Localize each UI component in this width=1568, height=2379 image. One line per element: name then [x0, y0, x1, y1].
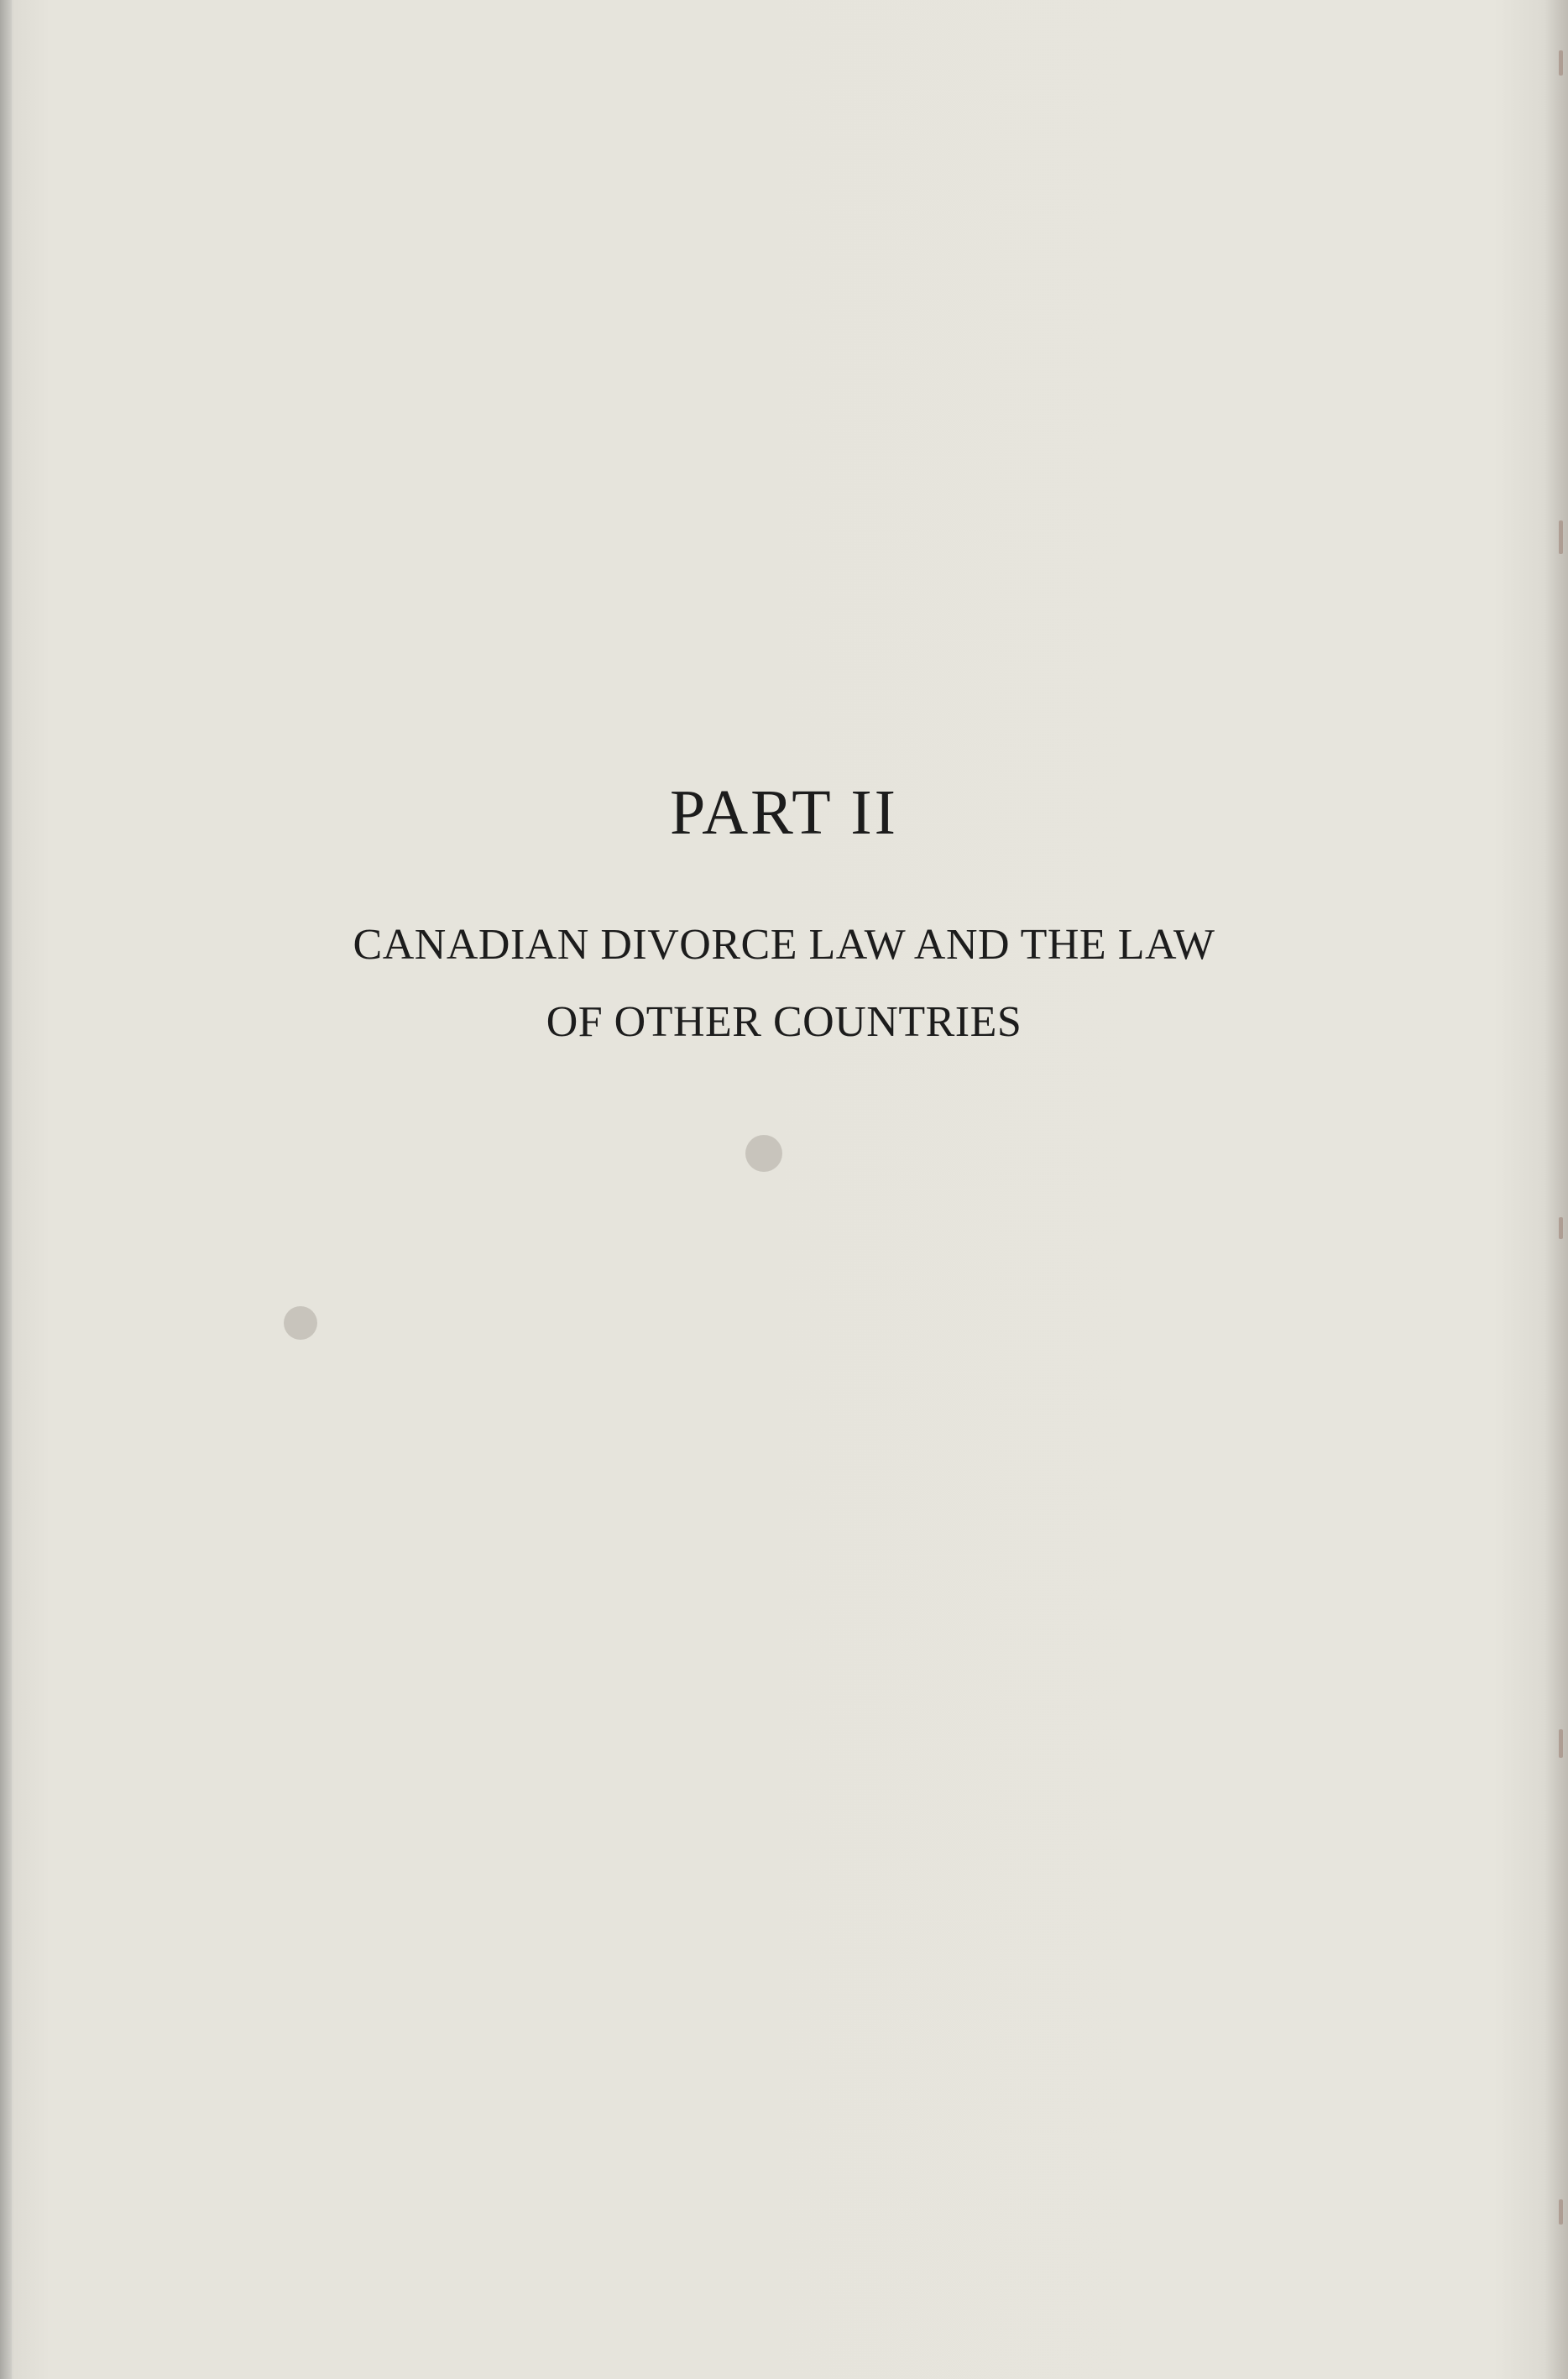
part-title: PART II: [670, 777, 898, 848]
page-edge: [1544, 0, 1568, 2379]
paper-spot: [284, 1306, 317, 1340]
edge-speck: [1559, 520, 1563, 554]
edge-speck: [1559, 1729, 1563, 1758]
edge-speck: [1559, 50, 1563, 76]
paper-spot: [745, 1135, 782, 1172]
part-subtitle: [0, 907, 1568, 1061]
edge-speck: [1559, 1217, 1563, 1239]
subtitle-line-1: CANADIAN DIVORCE LAW AND THE LAW: [353, 921, 1215, 969]
edge-speck: [1559, 2199, 1563, 2225]
binding-shadow: [0, 0, 12, 2379]
subtitle-line-2: OF OTHER COUNTRIES: [546, 998, 1022, 1046]
